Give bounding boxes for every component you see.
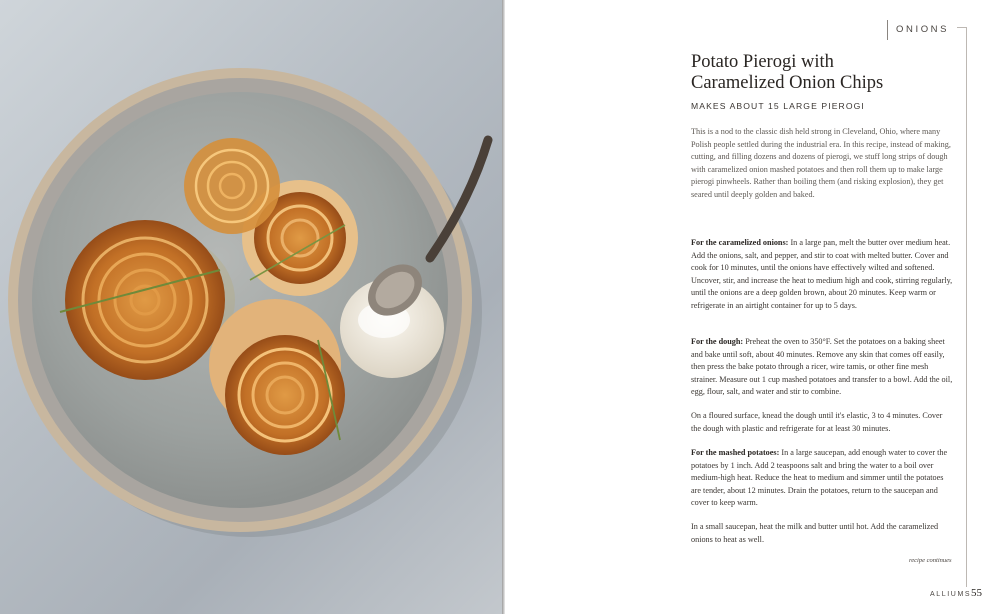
step-text: In a small saucepan, heat the milk and butter until hot. Add the caramelized onions to heat as well. [691, 522, 939, 544]
recipe-page [505, 0, 1000, 614]
step-label: For the mashed potatoes: [691, 448, 780, 457]
step-knead [691, 410, 953, 435]
step-mashed-potatoes [691, 447, 953, 510]
recipe-continues: recipe continues [909, 557, 952, 564]
section-label: ONIONS [896, 24, 950, 35]
step-dough [691, 336, 953, 399]
step-text: On a floured surface, knead the dough until it's elastic, 3 to 4 minutes. Cover the dough with plastic and refrigerate for at least 30 minutes. [691, 411, 943, 433]
step-caramelized-onions [691, 237, 953, 313]
section-tab [887, 20, 972, 40]
title-line-1: Potato Pierogi with [691, 52, 834, 72]
chapter-footer: ALLIUMS [930, 591, 972, 598]
pierogi-pinwheel [65, 220, 225, 380]
recipe-title [691, 52, 961, 94]
title-line-2: Caramelized Onion Chips [691, 73, 884, 93]
recipe-yield: MAKES ABOUT 15 LARGE PIEROGI [691, 101, 865, 111]
onion-chip [184, 138, 280, 234]
step-label: For the caramelized onions: [691, 238, 789, 247]
recipe-intro: This is a nod to the classic dish held strong in Cleveland, Ohio, where many Polish people settled during the industrial era. In this recipe, instead of making, cutting, and filling dozens and dozens of pierogi, we stuff long strips of dough with caramelized onion mashed potatoes and then roll them up to make large pierogi pinwheels. Rather than boiling them (and risking explosion), they get seared until deeply golden and baked. [691, 127, 951, 199]
step-text: Preheat the oven to 350°F. Set the potatoes on a baking sheet and bake until soft, about 40 minutes. Remove any skin that comes off easily, then press the bake potato through a ricer, wire tamis, or other fine mesh strainer. Measure out 1 cup mashed potatoes and transfer to a bowl. Add the oil, egg, flour, salt, and water and stir to combine. [691, 337, 953, 397]
step-text: In a large saucepan, add enough water to cover the potatoes by 1 inch. Add 2 teaspoons salt and bring the water to a boil over medium-high heat. Reduce the heat to medium and simmer until the potatoes are tender, about 12 minutes. Drain the potatoes, return to the saucepan and cover to keep warm. [691, 448, 948, 508]
step-text: In a large pan, melt the butter over medium heat. Add the onions, salt, and pepper, and stir to coat with melted butter. Cover and cook for 10 minutes, until the onions have effectively wilted and softened. Uncover, stir, and increase the heat to medium high and cook, stirring regularly, until the onions are a deep golden brown, about 20 minutes. Keep warm or refrigerate in an airtight container for up to 5 days. [691, 238, 953, 310]
step-milk-butter [691, 521, 953, 546]
page-number: 55 [971, 587, 982, 599]
margin-rule [966, 27, 967, 587]
step-label: For the dough: [691, 337, 744, 346]
